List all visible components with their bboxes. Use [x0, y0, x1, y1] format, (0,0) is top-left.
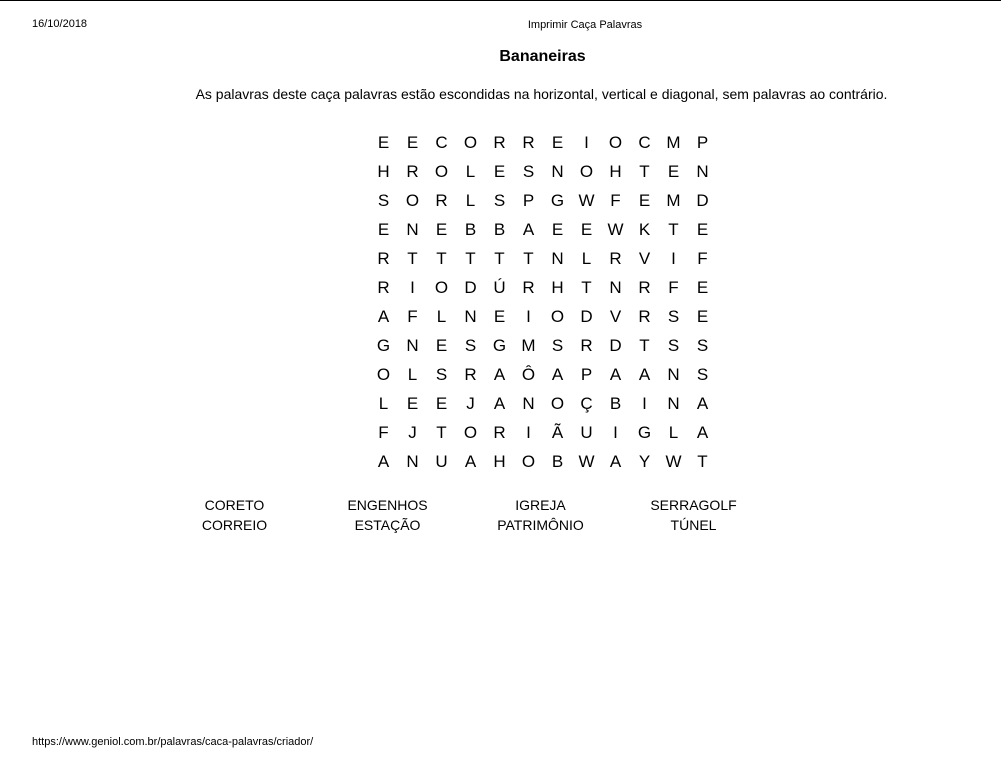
- grid-cell: L: [465, 190, 476, 210]
- word-list-item: CORETO: [204, 497, 265, 513]
- grid-cell: D: [464, 277, 477, 297]
- grid-cell: A: [696, 393, 709, 413]
- grid-cell: E: [493, 306, 506, 326]
- grid-cell: O: [579, 161, 594, 181]
- grid-cell: O: [463, 132, 478, 152]
- grid-cell: L: [668, 422, 679, 442]
- grid-cell: G: [637, 422, 652, 442]
- grid-cell: E: [435, 393, 448, 413]
- word-list-item: CORREIO: [201, 517, 268, 533]
- grid-cell: A: [493, 393, 506, 413]
- grid-cell: T: [494, 248, 505, 268]
- word-list-item: ENGENHOS: [347, 497, 428, 513]
- grid-cell: N: [522, 393, 535, 413]
- grid-cell: N: [464, 306, 477, 326]
- grid-cell: W: [607, 219, 624, 239]
- grid-cell: R: [493, 422, 506, 442]
- grid-cell: A: [377, 306, 390, 326]
- grid-cell: N: [667, 364, 680, 384]
- grid-cell: A: [609, 364, 622, 384]
- grid-cell: N: [406, 335, 419, 355]
- grid-cell: I: [613, 422, 618, 442]
- word-list-item: SERRAGOLF: [650, 497, 737, 513]
- grid-cell: R: [522, 132, 535, 152]
- grid-cell: H: [377, 161, 390, 181]
- grid-cell: M: [666, 132, 681, 152]
- grid-cell: S: [435, 364, 448, 384]
- grid-cell: R: [493, 132, 506, 152]
- word-list-item: PATRIMÔNIO: [497, 517, 584, 533]
- grid-cell: F: [378, 422, 389, 442]
- grid-cell: I: [584, 132, 589, 152]
- word-list: [158, 495, 770, 535]
- grid-cell: A: [696, 422, 709, 442]
- grid-cell: N: [551, 248, 564, 268]
- grid-cell: T: [581, 277, 592, 297]
- grid-cell: I: [410, 277, 415, 297]
- grid-cell: D: [609, 335, 622, 355]
- grid-cell: A: [638, 364, 651, 384]
- grid-cell: Ã: [551, 422, 564, 442]
- grid-cell: O: [376, 364, 391, 384]
- grid-cell: W: [665, 451, 682, 471]
- grid-cell: P: [696, 132, 709, 152]
- grid-cell: G: [550, 190, 565, 210]
- puzzle-instructions: As palavras deste caça palavras estão escondidas na horizontal, vertical e diagonal, sem palavras ao contrário.: [195, 86, 888, 102]
- grid-cell: S: [464, 335, 477, 355]
- grid-cell: E: [580, 219, 593, 239]
- grid-cell: E: [696, 277, 709, 297]
- grid-cell: O: [434, 161, 449, 181]
- grid-cell: T: [639, 335, 650, 355]
- word-list-item: ESTAÇÃO: [354, 517, 421, 533]
- grid-cell: N: [551, 161, 564, 181]
- grid-cell: R: [638, 277, 651, 297]
- grid-cell: E: [435, 219, 448, 239]
- grid-cell: E: [435, 335, 448, 355]
- grid-cell: B: [493, 219, 506, 239]
- grid-cell: W: [578, 451, 595, 471]
- grid-cell: V: [609, 306, 622, 326]
- word-list-item: TÚNEL: [670, 517, 717, 533]
- grid-cell: L: [378, 393, 389, 413]
- grid-cell: R: [406, 161, 419, 181]
- grid-cell: J: [466, 393, 475, 413]
- grid-cell: O: [550, 393, 565, 413]
- grid-cell: G: [492, 335, 507, 355]
- grid-cell: E: [493, 161, 506, 181]
- grid-cell: O: [521, 451, 536, 471]
- grid-cell: T: [436, 422, 447, 442]
- grid-cell: L: [465, 161, 476, 181]
- grid-cell: E: [638, 190, 651, 210]
- footer-url: https://www.geniol.com.br/palavras/caca-palavras/criador/: [32, 736, 314, 748]
- grid-cell: R: [377, 277, 390, 297]
- grid-cell: E: [406, 393, 419, 413]
- grid-cell: A: [493, 364, 506, 384]
- grid-cell: S: [667, 306, 680, 326]
- grid-cell: T: [436, 248, 447, 268]
- grid-cell: T: [668, 219, 679, 239]
- grid-cell: N: [696, 161, 709, 181]
- grid-cell: I: [642, 393, 647, 413]
- page-top-border: [0, 0, 1001, 1]
- grid-cell: W: [578, 190, 595, 210]
- grid-cell: S: [696, 364, 709, 384]
- grid-cell: E: [377, 219, 390, 239]
- grid-cell: V: [638, 248, 651, 268]
- grid-cell: D: [696, 190, 709, 210]
- grid-cell: I: [526, 422, 531, 442]
- letter-grid: [369, 128, 717, 476]
- grid-cell: D: [580, 306, 593, 326]
- grid-cell: N: [406, 451, 419, 471]
- print-header-title: Imprimir Caça Palavras: [527, 19, 643, 31]
- grid-cell: F: [668, 277, 679, 297]
- word-list-item: IGREJA: [515, 497, 566, 513]
- grid-cell: U: [435, 451, 448, 471]
- grid-cell: P: [580, 364, 593, 384]
- grid-cell: S: [551, 335, 564, 355]
- grid-cell: R: [638, 306, 651, 326]
- grid-cell: O: [434, 277, 449, 297]
- grid-cell: E: [696, 306, 709, 326]
- grid-cell: R: [522, 277, 535, 297]
- grid-cell: M: [666, 190, 681, 210]
- grid-cell: Y: [638, 451, 651, 471]
- grid-cell: P: [522, 190, 535, 210]
- grid-cell: L: [407, 364, 418, 384]
- grid-cell: A: [377, 451, 390, 471]
- grid-cell: S: [667, 335, 680, 355]
- grid-cell: A: [464, 451, 477, 471]
- grid-cell: S: [493, 190, 506, 210]
- grid-cell: N: [667, 393, 680, 413]
- grid-cell: K: [638, 219, 651, 239]
- grid-cell: R: [377, 248, 390, 268]
- grid-cell: H: [609, 161, 622, 181]
- grid-cell: E: [551, 132, 564, 152]
- grid-cell: A: [522, 219, 535, 239]
- grid-cell: E: [667, 161, 680, 181]
- grid-cell: O: [405, 190, 420, 210]
- grid-cell: R: [609, 248, 622, 268]
- grid-cell: O: [550, 306, 565, 326]
- grid-cell: C: [435, 132, 448, 152]
- grid-cell: T: [407, 248, 418, 268]
- grid-cell: Ú: [493, 277, 506, 297]
- grid-cell: N: [406, 219, 419, 239]
- grid-cell: H: [493, 451, 506, 471]
- grid-cell: A: [551, 364, 564, 384]
- grid-cell: Ç: [580, 393, 593, 413]
- grid-cell: B: [464, 219, 477, 239]
- grid-cell: N: [609, 277, 622, 297]
- grid-cell: T: [523, 248, 534, 268]
- grid-cell: L: [581, 248, 592, 268]
- grid-cell: T: [639, 161, 650, 181]
- grid-cell: H: [551, 277, 564, 297]
- grid-cell: F: [697, 248, 708, 268]
- puzzle-title: Bananeiras: [499, 48, 586, 65]
- grid-cell: J: [408, 422, 417, 442]
- grid-cell: O: [463, 422, 478, 442]
- grid-cell: S: [696, 335, 709, 355]
- grid-cell: S: [522, 161, 535, 181]
- grid-cell: U: [580, 422, 593, 442]
- grid-cell: G: [376, 335, 391, 355]
- grid-cell: R: [435, 190, 448, 210]
- grid-cell: R: [580, 335, 593, 355]
- grid-cell: I: [671, 248, 676, 268]
- grid-cell: Ô: [521, 364, 536, 384]
- grid-cell: L: [436, 306, 447, 326]
- grid-cell: B: [609, 393, 622, 413]
- grid-cell: B: [551, 451, 564, 471]
- grid-cell: O: [608, 132, 623, 152]
- grid-cell: R: [464, 364, 477, 384]
- grid-cell: T: [697, 451, 708, 471]
- grid-cell: F: [407, 306, 418, 326]
- print-date: 16/10/2018: [32, 18, 88, 30]
- grid-cell: E: [696, 219, 709, 239]
- grid-cell: E: [406, 132, 419, 152]
- grid-cell: S: [377, 190, 390, 210]
- grid-cell: M: [521, 335, 536, 355]
- grid-cell: C: [638, 132, 651, 152]
- grid-cell: E: [377, 132, 390, 152]
- grid-cell: E: [551, 219, 564, 239]
- grid-cell: I: [526, 306, 531, 326]
- grid-cell: A: [609, 451, 622, 471]
- grid-cell: T: [465, 248, 476, 268]
- grid-cell: F: [610, 190, 621, 210]
